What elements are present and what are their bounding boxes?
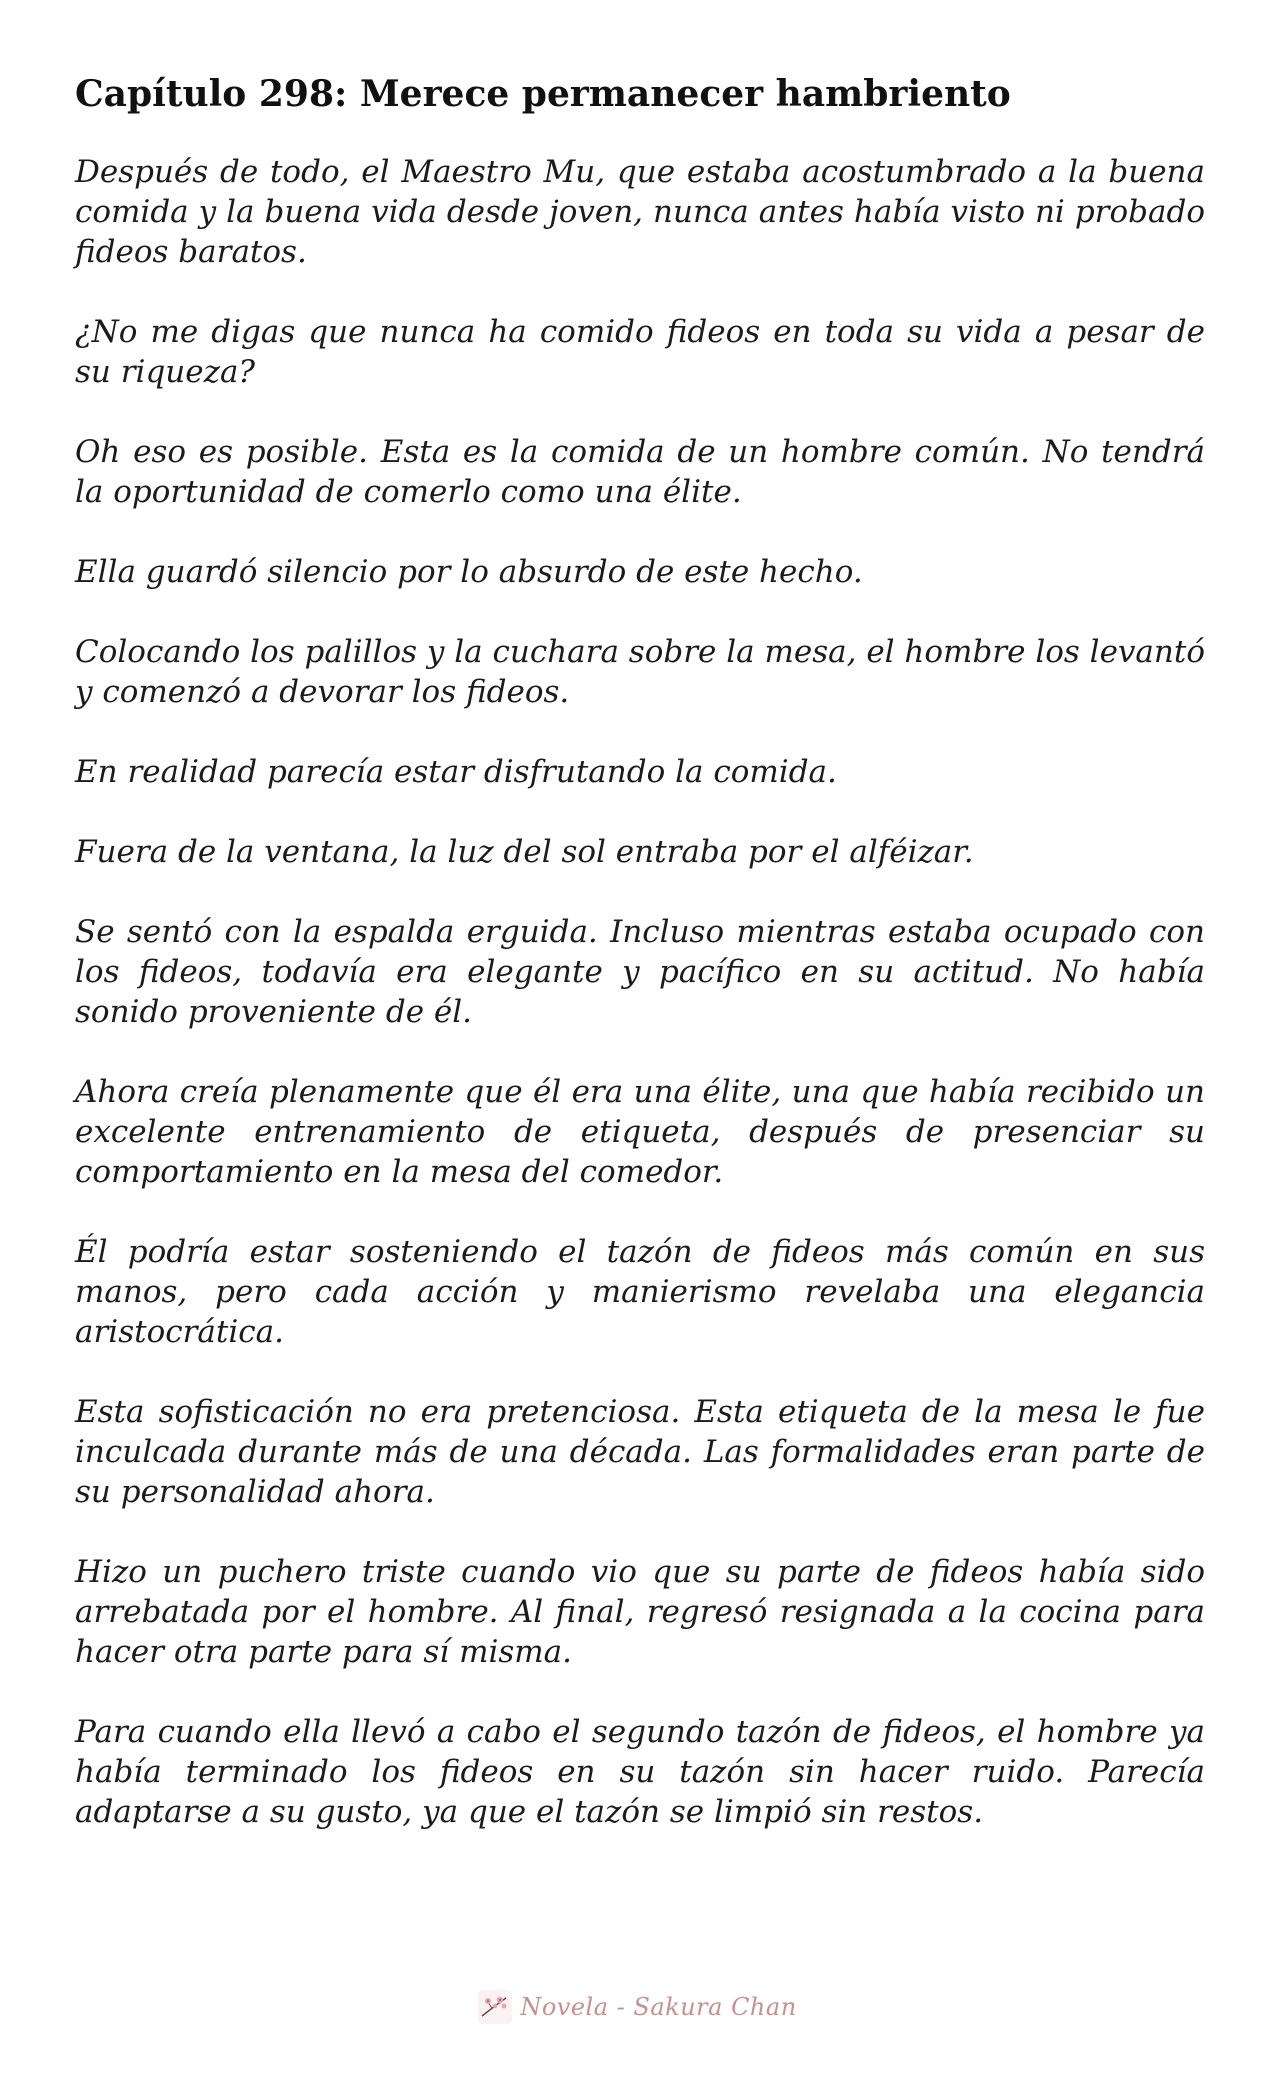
paragraph: Colocando los palillos y la cuchara sobre la mesa, el hombre los levantó y comenzó a devorar los fideos. bbox=[75, 634, 1206, 710]
watermark bbox=[0, 1990, 1275, 2024]
sakura-flower-icon bbox=[478, 1990, 512, 2024]
paragraph: Él podría estar sosteniendo el tazón de fideos más común en sus manos, pero cada acción y manierismo revelaba una elegancia aristocrática. bbox=[75, 1234, 1205, 1350]
paragraph: Después de todo, el Maestro Mu, que estaba acostumbrado a la buena comida y la buena vida desde joven, nunca antes había visto ni probado fideos baratos. bbox=[75, 154, 1205, 270]
paragraph: Ella guardó silencio por lo absurdo de este hecho. bbox=[75, 554, 863, 590]
paragraph: ¿No me digas que nunca ha comido fideos en toda su vida a pesar de su riqueza? bbox=[75, 314, 1205, 390]
paragraph: Fuera de la ventana, la luz del sol entraba por el alféizar. bbox=[75, 834, 974, 870]
paragraph: Se sentó con la espalda erguida. Incluso mientras estaba ocupado con los fideos, todavía era elegante y pacífico en su actitud. No había sonido proveniente de él. bbox=[75, 914, 1205, 1030]
paragraph: En realidad parecía estar disfrutando la comida. bbox=[75, 754, 837, 790]
watermark-text: Novela - Sakura Chan bbox=[520, 1993, 797, 2021]
paragraph: Esta sofisticación no era pretenciosa. Esta etiqueta de la mesa le fue inculcada durante más de una década. Las formalidades eran parte de su personalidad ahora. bbox=[75, 1394, 1205, 1510]
paragraph: Para cuando ella llevó a cabo el segundo tazón de fideos, el hombre ya había terminado los fideos en su tazón sin hacer ruido. Parecía adaptarse a su gusto, ya que el tazón se limpió sin restos. bbox=[75, 1714, 1205, 1830]
chapter-title: Capítulo 298: Merece permanecer hambriento bbox=[75, 73, 1011, 115]
paragraph: Hizo un puchero triste cuando vio que su parte de fideos había sido arrebatada por el hombre. Al final, regresó resignada a la cocina para hacer otra parte para sí misma. bbox=[75, 1554, 1205, 1670]
paragraph: Oh eso es posible. Esta es la comida de un hombre común. No tendrá la oportunidad de comerlo como una élite. bbox=[75, 434, 1205, 510]
paragraph: Ahora creía plenamente que él era una élite, una que había recibido un excelente entrenamiento de etiqueta, después de presenciar su comportamiento en la mesa del comedor. bbox=[75, 1074, 1205, 1190]
chapter-page bbox=[75, 72, 1205, 1872]
